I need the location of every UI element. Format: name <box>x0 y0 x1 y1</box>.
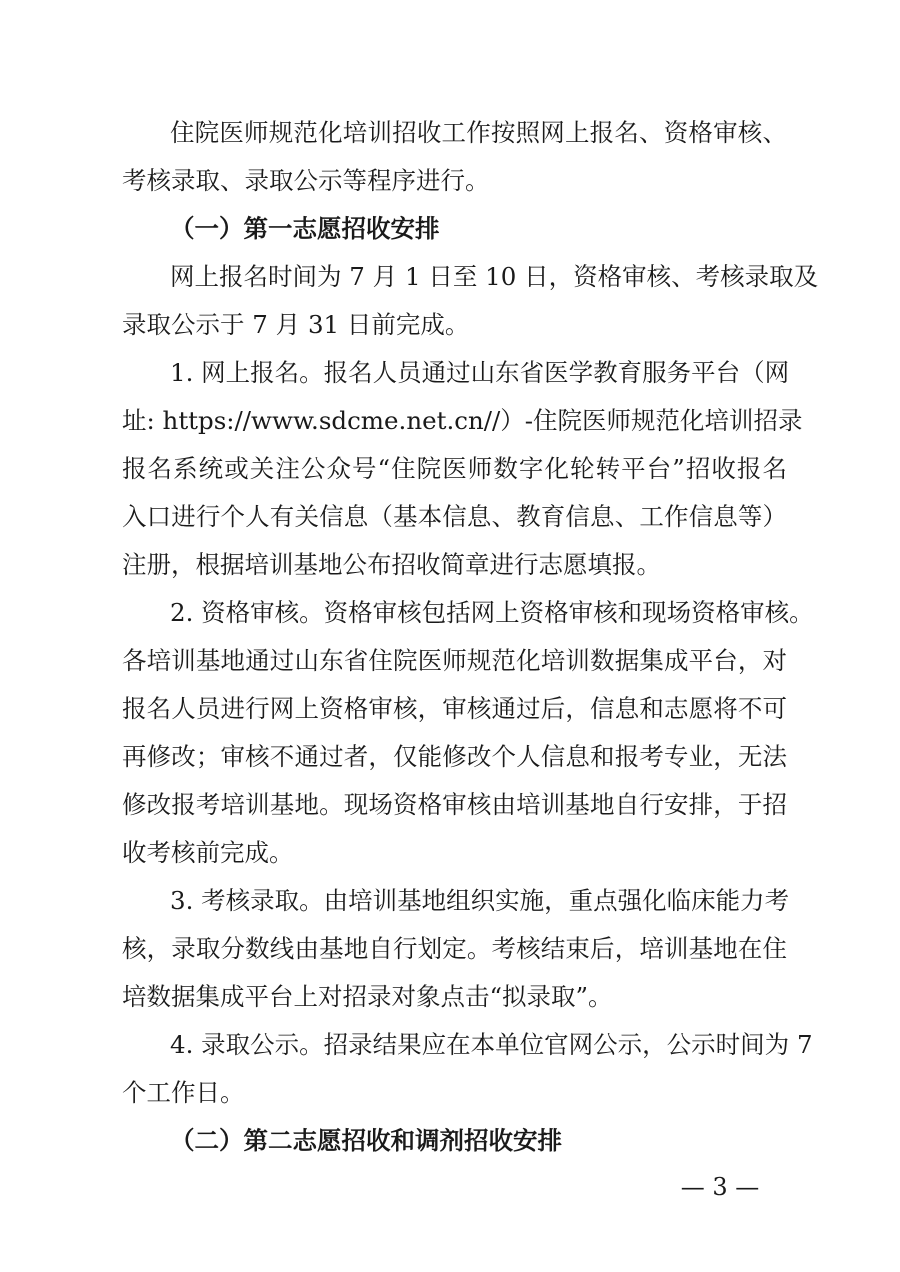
section-heading-first-choice: （一）第一志愿招收安排 <box>170 214 440 243</box>
item-2-line-3: 报名人员进行网上资格审核，审核通过后，信息和志愿将不可 <box>122 694 787 723</box>
paragraph-schedule-line-1: 网上报名时间为 7 月 1 日至 10 日，资格审核、考核录取及 <box>170 262 819 291</box>
paragraph-schedule-line-2: 录取公示于 7 月 31 日前完成。 <box>122 310 470 339</box>
item-3-line-3: 培数据集成平台上对招录对象点击“拟录取”。 <box>122 982 613 1011</box>
section-heading-second-choice: （二）第二志愿招收和调剂招收安排 <box>170 1126 562 1155</box>
item-4-line-1: 4. 录取公示。招录结果应在本单位官网公示，公示时间为 7 <box>170 1030 813 1059</box>
item-3-line-1: 3. 考核录取。由培训基地组织实施，重点强化临床能力考 <box>170 886 790 915</box>
item-4-line-2: 个工作日。 <box>122 1078 245 1107</box>
item-1-line-4: 入口进行个人有关信息（基本信息、教育信息、工作信息等） <box>122 502 787 531</box>
item-1-line-3: 报名系统或关注公众号“住院医师数字化轮转平台”招收报名 <box>122 454 787 483</box>
item-2-line-4: 再修改；审核不通过者，仅能修改个人信息和报考专业，无法 <box>122 742 787 771</box>
item-1-line-2: 址: https://www.sdcme.net.cn//）-住院医师规范化培训招录 <box>122 406 803 435</box>
item-2-line-2: 各培训基地通过山东省住院医师规范化培训数据集成平台，对 <box>122 646 787 675</box>
item-2-line-5: 修改报考培训基地。现场资格审核由培训基地自行安排，于招 <box>122 790 787 819</box>
item-2-line-1: 2. 资格审核。资格审核包括网上资格审核和现场资格审核。 <box>170 598 814 627</box>
page-number: — 3 — <box>680 1173 760 1201</box>
paragraph-intro-line-2: 考核录取、录取公示等程序进行。 <box>122 166 490 195</box>
item-1-line-1: 1. 网上报名。报名人员通过山东省医学教育服务平台（网 <box>170 358 790 387</box>
item-1-line-5: 注册，根据培训基地公布招收简章进行志愿填报。 <box>122 550 661 579</box>
paragraph-intro-line-1: 住院医师规范化培训招收工作按照网上报名、资格审核、 <box>170 118 787 147</box>
item-2-line-6: 收考核前完成。 <box>122 838 294 867</box>
item-3-line-2: 核，录取分数线由基地自行划定。考核结束后，培训基地在住 <box>122 934 787 963</box>
